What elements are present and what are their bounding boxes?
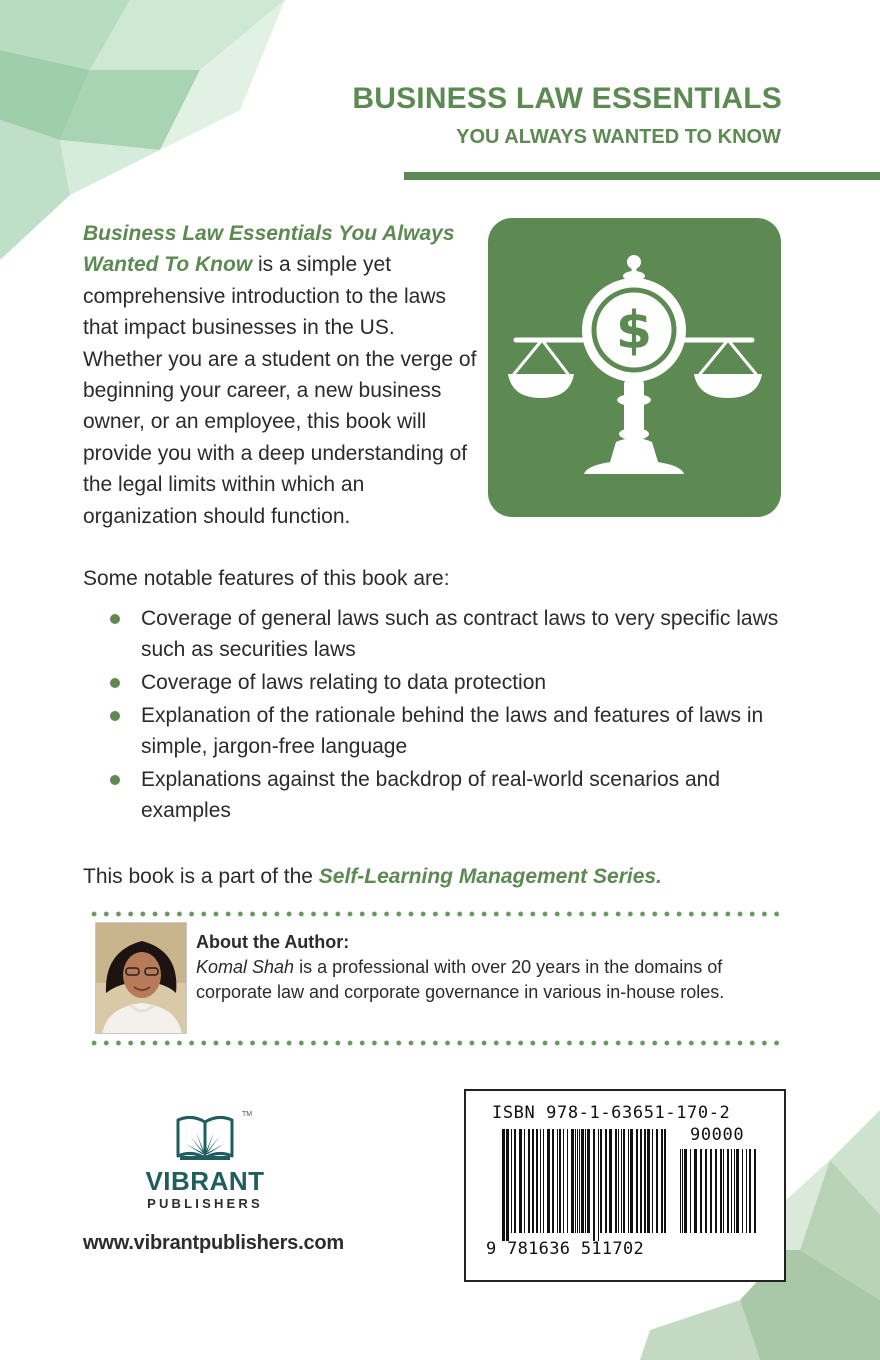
barcode-bar bbox=[615, 1129, 617, 1233]
barcode-bar bbox=[593, 1129, 595, 1241]
intro-book-title: Business Law Essentials You Always Wanted To Know bbox=[83, 222, 455, 277]
book-subtitle: YOU ALWAYS WANTED TO KNOW bbox=[456, 126, 781, 148]
book-title: BUSINESS LAW ESSENTIALS bbox=[352, 82, 782, 115]
barcode-bar bbox=[656, 1129, 658, 1233]
barcode-bar bbox=[715, 1149, 717, 1233]
barcode-bar bbox=[720, 1149, 722, 1233]
intro-paragraph bbox=[83, 218, 478, 532]
bullet-icon bbox=[110, 711, 120, 721]
barcode-bar bbox=[723, 1149, 724, 1233]
barcode-bar bbox=[647, 1129, 650, 1233]
barcode-bar bbox=[621, 1129, 622, 1233]
barcode-bar bbox=[552, 1129, 554, 1233]
author-heading: About the Author: bbox=[196, 932, 350, 952]
barcode-bar bbox=[618, 1129, 619, 1233]
bullet-icon bbox=[110, 678, 120, 688]
barcode-bar bbox=[652, 1129, 653, 1233]
barcode-addon-text: 90000 bbox=[690, 1125, 745, 1145]
barcode-bar bbox=[727, 1149, 729, 1233]
dotted-divider-top bbox=[88, 911, 780, 917]
series-note bbox=[83, 861, 662, 892]
barcode-bar bbox=[571, 1129, 574, 1233]
barcode-bar bbox=[519, 1129, 522, 1233]
publisher-name: VIBRANT bbox=[145, 1166, 265, 1196]
list-item bbox=[110, 700, 790, 762]
author-photo bbox=[95, 922, 187, 1034]
features-lead: Some notable features of this book are: bbox=[83, 567, 450, 590]
barcode-bar bbox=[636, 1129, 638, 1233]
barcode-bar bbox=[557, 1129, 558, 1233]
barcode-main-bars bbox=[500, 1129, 670, 1241]
barcode-bar bbox=[623, 1129, 625, 1233]
barcode-bar bbox=[543, 1129, 544, 1233]
feature-text: Explanation of the rationale behind the laws and features of laws in simple, jargon-free language bbox=[141, 704, 764, 758]
list-item bbox=[110, 764, 790, 826]
author-name: Komal Shah bbox=[196, 957, 295, 977]
isbn-text: ISBN 978-1-63651-170-2 bbox=[492, 1103, 731, 1123]
barcode-bar bbox=[661, 1129, 663, 1233]
barcode-bar bbox=[680, 1149, 681, 1233]
barcode-bar bbox=[644, 1129, 646, 1233]
barcode-bar bbox=[690, 1149, 691, 1233]
barcode-bar bbox=[630, 1129, 633, 1233]
barcode-bar bbox=[540, 1129, 541, 1233]
feature-text: Coverage of general laws such as contract laws to very specific laws such as securities laws bbox=[141, 607, 779, 661]
barcode-box bbox=[464, 1089, 786, 1282]
barcode-bar bbox=[575, 1129, 576, 1233]
bullet-icon bbox=[110, 614, 120, 624]
barcode-bar bbox=[628, 1129, 629, 1233]
barcode-bar bbox=[600, 1129, 602, 1233]
barcode-bar bbox=[532, 1129, 534, 1233]
list-item bbox=[110, 667, 790, 698]
trademark-symbol: TM bbox=[242, 1111, 253, 1118]
barcode-bar bbox=[749, 1149, 751, 1233]
scales-icon-graphic bbox=[488, 218, 781, 517]
barcode-bar bbox=[734, 1149, 735, 1233]
barcode-bar bbox=[710, 1149, 712, 1233]
ean-text: 9 781636 511702 bbox=[486, 1239, 645, 1259]
barcode-bar bbox=[694, 1149, 697, 1233]
title-divider bbox=[404, 172, 880, 180]
barcode-bar bbox=[514, 1129, 516, 1233]
open-book-sunburst-icon bbox=[130, 1110, 280, 1170]
barcode-bar bbox=[742, 1149, 743, 1233]
publisher-subname: PUBLISHERS bbox=[147, 1196, 263, 1211]
intro-text: is a simple yet comprehensive introduction to the laws that impact businesses in the US. Whether you are a student on the verge of beginning your career, a new business owner, or an employee, this book will provide you with a deep understanding of the legal limits within which an organization should function. bbox=[83, 253, 477, 528]
series-prefix: This book is a part of the bbox=[83, 865, 319, 888]
bullet-icon bbox=[110, 775, 120, 785]
barcode-bar bbox=[700, 1149, 702, 1233]
svg-text:$: $ bbox=[615, 301, 653, 361]
barcode-bar bbox=[609, 1129, 612, 1233]
barcode-bar bbox=[587, 1129, 590, 1233]
barcode-addon-bars bbox=[678, 1149, 758, 1241]
features-list bbox=[110, 603, 790, 828]
barcode-bar bbox=[754, 1149, 756, 1233]
barcode-bar bbox=[547, 1129, 550, 1233]
barcode-bar bbox=[736, 1149, 739, 1233]
barcode-bar bbox=[682, 1149, 683, 1233]
feature-text: Coverage of laws relating to data protection bbox=[141, 671, 547, 694]
barcode-bar bbox=[746, 1149, 747, 1233]
barcode-bar bbox=[605, 1129, 607, 1233]
barcode-bar bbox=[511, 1129, 512, 1233]
barcode-bar bbox=[528, 1129, 530, 1233]
author-bio bbox=[196, 955, 776, 1005]
feature-text: Explanations against the backdrop of real-world scenarios and examples bbox=[141, 768, 721, 822]
barcode-bar bbox=[731, 1149, 732, 1233]
barcode-bar bbox=[506, 1129, 509, 1241]
barcode-bar bbox=[640, 1129, 642, 1233]
barcode-bar bbox=[598, 1129, 599, 1241]
series-name: Self-Learning Management Series. bbox=[318, 865, 662, 888]
barcode-bar bbox=[536, 1129, 538, 1233]
barcode-bar bbox=[684, 1149, 687, 1233]
list-item bbox=[110, 603, 790, 665]
scales-of-justice-dollar-icon bbox=[488, 218, 781, 517]
publisher-url: www.vibrantpublishers.com bbox=[83, 1232, 344, 1254]
barcode-bar bbox=[524, 1129, 525, 1233]
dotted-divider-bottom bbox=[88, 1040, 780, 1046]
barcode-bar bbox=[567, 1129, 568, 1233]
barcode-bar bbox=[563, 1129, 564, 1233]
barcode-bar bbox=[664, 1129, 666, 1233]
barcode-bar bbox=[705, 1149, 707, 1233]
barcode-bar bbox=[585, 1129, 586, 1233]
barcode-bar bbox=[502, 1129, 505, 1241]
barcode-bar bbox=[579, 1129, 580, 1233]
barcode-bar bbox=[559, 1129, 561, 1233]
barcode-bar bbox=[581, 1129, 584, 1233]
barcode-bar bbox=[577, 1129, 578, 1233]
author-bio-text: is a professional with over 20 years in the domains of corporate law and corporate governance in various in-house roles. bbox=[196, 957, 725, 1002]
